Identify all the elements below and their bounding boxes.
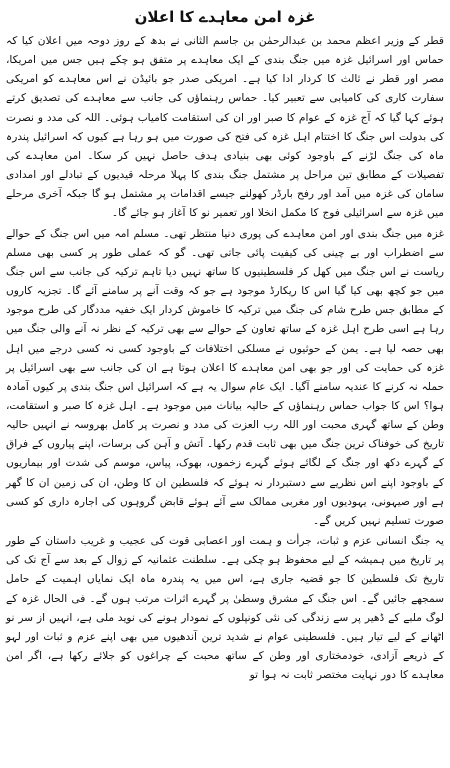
article-paragraph-2: غزہ میں جنگ بندی اور امن معاہدے کی پوری دنیا منتظر تھی۔ مسلم امہ میں اس جنگ کے حوالے سے اضطراب اور بے چینی کی کیفیت پائی جاتی تھی۔ گو کہ عملی طور پر کسی بھی مسلم ریاست نے اس جنگ میں کھل کر فلسطینیوں کا ساتھ نہیں دیا تاہم ترکیہ کی جانب سے اس جنگ میں جو کچھ بھی کیا گیا اس کا ریکارڈ موجود ہے جو کہ وقت آنے پر سامنے آئے گا۔ تجزیہ کاروں کے مطابق جس طرح شام کی جنگ میں ترکیہ کا خاموش کردار ایک خفیہ مددگار کی طرح موجود رہا ہے اسی طرح اہل غزہ کے ساتھ تعاون کے حوالے سے بھی ترکیہ کے نظر نہ آنے والی جنگ میں بھی حصہ لیا ہے۔ یمن کے حوثیوں نے مسلکی اختلافات کے باوجود کسی نہ کسی درجے میں اہل غزہ کی حمایت کی اور جو بھی امن معاہدے کا اعلان ہوتا ہے ان کی جانب سے بھی اسرائیل پر حملہ نہ کرنے کا عندیہ سامنے آگیا۔ ایک عام سوال یہ ہے کہ اسرائیل اس جنگ بندی پر کیوں آمادہ ہوا؟ اس کا جواب حماس رہنماؤں کے حالیہ بیانات میں موجود ہے۔ اہل غزہ کا صبر و استقامت، وطن کے ساتھ گہری محبت اور اللہ رب العزت کی مدد و نصرت پر کامل بھروسہ نے انہیں حالیہ تاریخ کی خوفناک ترین جنگ میں بھی ثابت قدم رکھا۔ آتش و آہن کی برسات، اپنے پیاروں کے فراق کے گہرے دکھ اور جنگ کے لگائے ہوئے گہرے زخموں، بھوک، پیاس، موسم کی شدت اور بیماریوں کے باوجود اپنے اس نظریے سے دستبردار نہ ہوئے کہ فلسطین ان کا وطن، ان کی زمین ان کا گھر ہے اور صیہونی، یہودیوں اور مغربی ممالک سے آئے ہوئے قابض گروہوں کی اجارہ داری کو کسی صورت تسلیم نہیں کریں گے۔ xyxy=(6,227,444,527)
article-paragraph-1: قطر کے وزیر اعظم محمد بن عبدالرحمٰن بن جاسم الثانی نے بدھ کے روز دوحہ میں اعلان کیا کہ حماس اور اسرائیل غزہ میں جنگ بندی کے ایک معاہدے پر متفق ہو چکے ہیں جس میں امریکا، مصر اور قطر نے ثالث کا کردار ادا کیا ہے۔ امریکی صدر جو بائیڈن نے اس معاہدے کو امریکی سفارت کاری کی کامیابی سے تعبیر کیا۔ حماس رہنماؤں کی جانب سے معاہدے کی تصدیق کرتے ہوئے کہا گیا کہ آج غزہ کے عوام کا صبر اور ان کی استقامت کامیاب ہوئی۔ اللہ کی مدد و نصرت کی بدولت اس جنگ کا اختتام اہل غزہ کی فتح کی صورت میں ہو رہا ہے کیوں کہ اسرائیل پندرہ ماہ کی جنگ لڑنے کے باوجود کوئی بھی بنیادی ہدف حاصل نہیں کر سکا۔ امن معاہدے کی تفصیلات کے مطابق تین مراحل پر مشتمل جنگ بندی کا پہلا مرحلہ قیدیوں کے تبادلے اور امدادی سامان کی غزہ میں آمد اور رفح بارڈر کھولنے جیسے اقدامات پر مشتمل ہو گا جبکہ آخری مرحلے میں غزہ سے اسرائیلی فوج کا مکمل انخلا اور تعمیر نو کا آغاز ہو جائے گا۔ xyxy=(6,35,444,220)
article-title: غزہ امن معاہدے کا اعلان xyxy=(134,8,316,26)
article-paragraph-3: یہ جنگ انسانی عزم و ثبات، جرأت و ہمت اور اعصابی قوت کی عجیب و غریب داستان کے طور پر تاریخ میں ہمیشہ کے لیے محفوظ ہو چکی ہے۔ سلطنت عثمانیہ کے زوال کے بعد سے آج تک کی تاریخ تک فلسطین کا جو قضیہ جاری ہے، اس میں یہ پندرہ ماہ ایک نمایاں اہمیت کے حامل سمجھے جائیں گے۔ اس جنگ کے مشرق وسطیٰ پر گہرے اثرات مرتب ہوں گے۔ فی الحال غزہ کے لوگ ملبے کے ڈھیر پر سے زندگی کی نئی کونپلوں کے نمودار ہونے کی نوید ملی ہے، انہیں از سر نو اٹھانے کے لیے تیار ہیں۔ فلسطینی عوام نے شدید ترین آندھیوں میں بھی اپنے عزم و ثبات اور لہو کے ذریعے آزادی، خودمختاری اور وطن کے ساتھ محبت کے چراغوں کو جلائے رکھا ہے، اگر امن معاہدے کا دور نہایت مختصر ثابت نہ ہوا تو xyxy=(6,535,444,682)
